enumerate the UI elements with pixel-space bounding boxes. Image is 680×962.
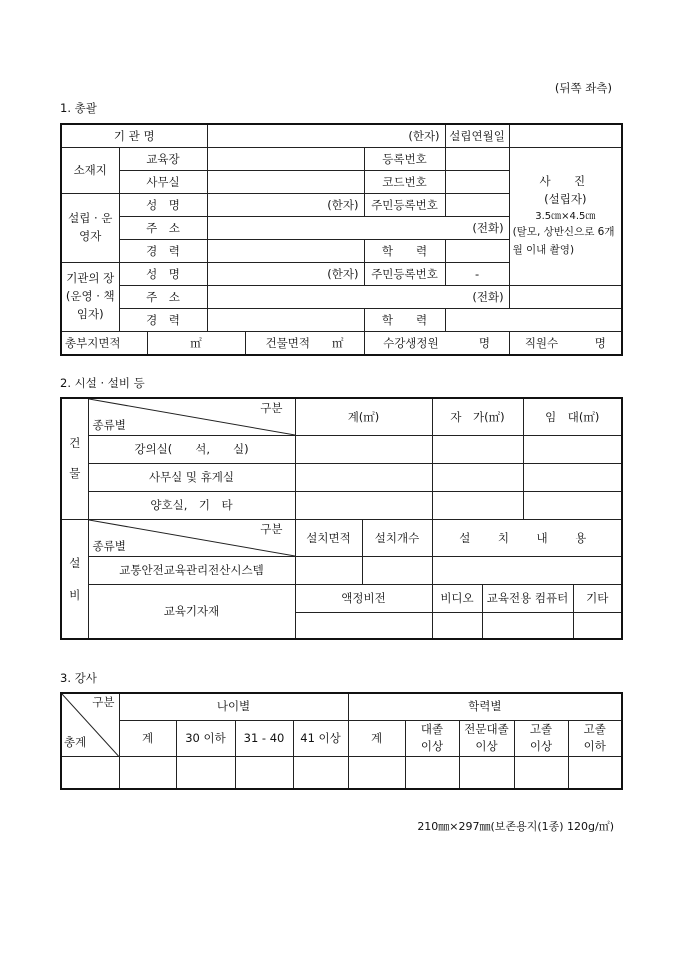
traffic-system-count[interactable] (362, 557, 432, 585)
head-education-label: 학 력 (364, 309, 445, 332)
instructor-table (60, 692, 623, 790)
lecture-room-total[interactable] (295, 436, 432, 464)
photo-sub: (설립자) (544, 191, 587, 206)
head-resident-no-label: 주민등록번호 (364, 263, 445, 286)
code-no-value[interactable] (445, 171, 509, 194)
age-31-40-header: 31 - 40 (235, 720, 293, 757)
institution-name-hanja[interactable]: (한자) (207, 124, 445, 148)
instructor-header-diagonal (61, 693, 119, 757)
total-count-label: 총계 (64, 735, 87, 750)
reg-no-label: 등록번호 (364, 148, 445, 171)
head-label: 기관의 장 (운영 · 책임자) (61, 263, 119, 332)
photo-title: 사 진 (539, 174, 592, 189)
staff-cell[interactable] (509, 332, 622, 356)
founded-date-label: 설립연월일 (445, 124, 509, 148)
age-sum-value[interactable] (119, 757, 176, 789)
founded-date-value[interactable] (509, 124, 622, 148)
section3-title: 3. 강사 (60, 671, 97, 685)
code-no-label: 코드번호 (364, 171, 445, 194)
header-note: (뒤쪽 좌측) (554, 81, 612, 95)
photo-note: (탈모, 상반신으로 6개월 이내 촬영) (512, 226, 615, 257)
traffic-system-area[interactable] (295, 557, 362, 585)
total-land-value[interactable] (147, 332, 245, 356)
founder-name-hanja[interactable]: (한자) (207, 194, 364, 217)
founder-operator-label: 설립 · 운영자 (61, 194, 119, 263)
founder-career-label: 경 력 (119, 240, 207, 263)
by-education-header: 학력별 (348, 693, 622, 720)
building-area-label: 건물면적 (265, 335, 310, 350)
category-label: 구분 (92, 695, 115, 709)
nursing-etc-lease[interactable] (523, 492, 622, 520)
office-label: 사무실 (119, 171, 207, 194)
institution-name-label: 기 관 명 (61, 124, 207, 148)
office-value[interactable] (207, 171, 364, 194)
univ-grad-over-header: 대졸 이상 (405, 720, 459, 757)
founder-education-value[interactable] (445, 240, 509, 263)
edu-computer-header: 교육전용 컴퓨터 (482, 585, 573, 613)
own-header: 자 가(㎡) (432, 398, 523, 436)
other-header: 기타 (573, 585, 622, 613)
edu-equipment-label: 교육기자재 (88, 585, 295, 639)
building-area-cell[interactable] (245, 332, 364, 356)
age-30-under-value[interactable] (176, 757, 235, 789)
nursing-etc-total[interactable] (295, 492, 432, 520)
staff-unit: 명 (594, 335, 606, 350)
founder-address-phone[interactable]: (전화) (207, 217, 509, 240)
head-name-label: 성 명 (119, 263, 207, 286)
founder-resident-no-value[interactable] (445, 194, 509, 217)
office-lounge-own[interactable] (432, 464, 523, 492)
install-content-header: 설 치 내 용 (432, 520, 622, 557)
type-label: 종류별 (92, 539, 126, 554)
staff-label: 직원수 (524, 335, 559, 350)
footer-note: 210㎜×297㎜(보존용지(1종) 120g/㎡) (417, 820, 614, 833)
high-grad-over-header: 고졸 이상 (514, 720, 568, 757)
equipment-header-diagonal (88, 520, 295, 557)
edu-center-label: 교육장 (119, 148, 207, 171)
head-career-value[interactable] (207, 309, 364, 332)
other-value[interactable] (573, 613, 622, 639)
type-label: 종류별 (92, 418, 126, 433)
nursing-etc-own[interactable] (432, 492, 523, 520)
instructor-total-value[interactable] (61, 757, 119, 789)
category-label: 구분 (260, 401, 283, 415)
building-area-unit: ㎡ (331, 335, 344, 350)
building-header-diagonal (88, 398, 295, 436)
by-age-header: 나이별 (119, 693, 348, 720)
edu-center-value[interactable] (207, 148, 364, 171)
building-label (61, 398, 88, 520)
reg-no-value[interactable] (445, 148, 509, 171)
edu-sum-header: 계 (348, 720, 405, 757)
install-count-header: 설치개수 (362, 520, 432, 557)
high-grad-under-value[interactable] (568, 757, 622, 789)
head-address-label: 주 소 (119, 286, 207, 309)
head-career-label: 경 력 (119, 309, 207, 332)
age-sum-header: 계 (119, 720, 176, 757)
total-sqm-header: 계(㎡) (295, 398, 432, 436)
age-30-under-header: 30 이하 (176, 720, 235, 757)
office-lounge-label: 사무실 및 휴게실 (88, 464, 295, 492)
office-lounge-lease[interactable] (523, 464, 622, 492)
capacity-cell[interactable] (364, 332, 509, 356)
facility-table (60, 397, 623, 640)
office-lounge-total[interactable] (295, 464, 432, 492)
founder-resident-no-label: 주민등록번호 (364, 194, 445, 217)
head-resident-no-value[interactable]: - (445, 263, 509, 286)
edu-sum-value[interactable] (348, 757, 405, 789)
total-land-label: 총부지면적 (61, 332, 147, 356)
install-area-header: 설치면적 (295, 520, 362, 557)
founder-career-value[interactable] (207, 240, 364, 263)
college-grad-over-value[interactable] (459, 757, 514, 789)
section2-title: 2. 시설 · 설비 등 (60, 376, 145, 390)
head-address-phone[interactable]: (전화) (207, 286, 509, 309)
head-education-value[interactable] (445, 309, 622, 332)
lecture-room-label: 강의실( 석, 실) (88, 436, 295, 464)
capacity-label: 수강생정원 (383, 335, 439, 350)
summary-table (60, 123, 623, 356)
traffic-system-content[interactable] (432, 557, 622, 585)
traffic-system-label: 교통안전교육관리전산시스템 (88, 557, 295, 585)
section1-title: 1. 총괄 (60, 101, 97, 115)
univ-grad-over-value[interactable] (405, 757, 459, 789)
video-header: 비디오 (432, 585, 482, 613)
lease-header: 임 대(㎡) (523, 398, 622, 436)
age-31-40-value[interactable] (235, 757, 293, 789)
lcd-tv-header: 액정비전 (295, 585, 432, 613)
edu-computer-value[interactable] (482, 613, 573, 639)
equipment-label-text: 설 비 (69, 555, 81, 602)
capacity-unit: 명 (478, 335, 490, 350)
lecture-room-lease[interactable] (523, 436, 622, 464)
high-grad-under-header: 고졸 이하 (568, 720, 622, 757)
age-41-over-header: 41 이상 (293, 720, 348, 757)
photo-size: 3.5㎝×4.5㎝ (535, 210, 596, 222)
video-value[interactable] (432, 613, 482, 639)
founder-education-label: 학 력 (364, 240, 445, 263)
college-grad-over-header: 전문대졸 이상 (459, 720, 514, 757)
location-label: 소재지 (61, 148, 119, 194)
photo-box[interactable] (509, 148, 622, 286)
total-land-unit: ㎡ (190, 335, 202, 350)
founder-address-label: 주 소 (119, 217, 207, 240)
head-name-hanja[interactable]: (한자) (207, 263, 364, 286)
nursing-etc-label: 양호실, 기 타 (88, 492, 295, 520)
lcd-tv-value[interactable] (295, 613, 432, 639)
category-label: 구분 (260, 522, 283, 536)
building-label-text: 건 물 (69, 436, 81, 480)
founder-name-label: 성 명 (119, 194, 207, 217)
equipment-label (61, 520, 88, 639)
age-41-over-value[interactable] (293, 757, 348, 789)
high-grad-over-value[interactable] (514, 757, 568, 789)
lecture-room-own[interactable] (432, 436, 523, 464)
